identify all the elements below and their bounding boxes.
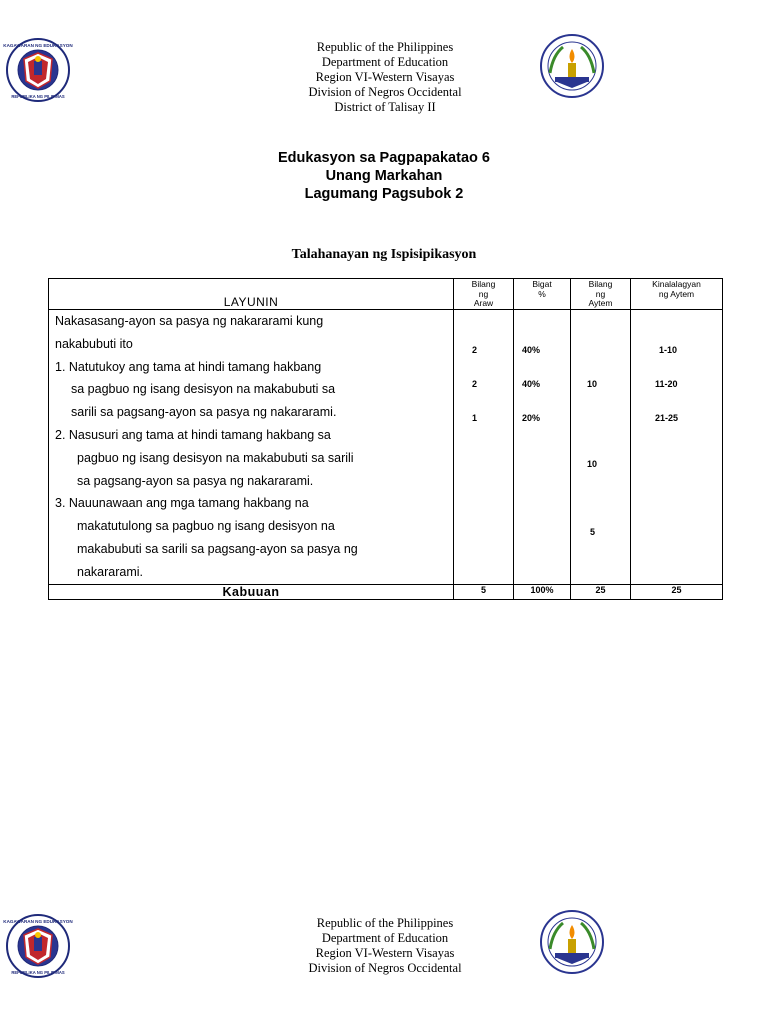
objective-line: 1. Natutukoy ang tama at hindi tamang hakbang — [55, 359, 322, 374]
aytem-value: 10 — [587, 379, 598, 389]
column-header-araw — [454, 279, 514, 310]
column-header-bigat — [514, 279, 571, 310]
header-text: Bilang — [471, 279, 496, 289]
objectives-cell — [49, 310, 454, 585]
header-line: Republic of the Philippines — [316, 916, 454, 930]
subject-title: Edukasyon sa Pagpapakatao 6 — [278, 150, 490, 166]
araw-cell — [454, 310, 514, 585]
header-line: Division of Negros Occidental — [308, 85, 462, 99]
objective-line: sa pagsang-ayon sa pasya ng nakararami. — [77, 473, 314, 488]
deped-seal-text-bottom: REPUBLIKA NG PILIPINAS — [11, 970, 65, 975]
objective-line: makatutulong sa pagbuo ng isang desisyon na — [77, 519, 335, 534]
araw-value: 1 — [472, 413, 478, 423]
deped-seal-icon-footer — [0, 913, 76, 979]
objective-line: pagbuo ng isang desisyon na makabubuti sa sarili — [77, 450, 354, 465]
header-line: Region VI-Western Visayas — [315, 946, 455, 960]
header-block — [240, 40, 530, 115]
total-araw: 5 — [454, 584, 514, 599]
total-kinalalagyan: 25 — [631, 584, 723, 599]
total-aytem: 25 — [571, 584, 631, 599]
header-line: Department of Education — [321, 55, 449, 69]
header-line: District of Talisay II — [334, 100, 436, 114]
objective-line: 2. Nasusuri ang tama at hindi tamang hakbang sa — [55, 427, 331, 442]
header-text: ng — [478, 288, 489, 299]
deped-seal-icon — [0, 37, 76, 103]
header-line: Division of Negros Occidental — [308, 961, 462, 975]
test-title: Lagumang Pagsubok 2 — [304, 186, 464, 202]
school-seal-icon-footer — [533, 909, 611, 975]
deped-seal-text-top: KAGAWARAN NG EDUKASYON — [3, 43, 73, 48]
header-line: Department of Education — [321, 931, 449, 945]
bigat-value: 40% — [522, 345, 541, 355]
column-header-aytem — [571, 279, 631, 310]
bigat-value: 40% — [522, 379, 541, 389]
header-text: % — [538, 288, 546, 299]
objective-line: nakararami. — [77, 564, 143, 579]
araw-value: 2 — [472, 379, 478, 389]
bigat-cell — [514, 310, 571, 585]
objective-line: Nakasasang-ayon sa pasya ng nakararami kung — [55, 314, 324, 328]
aytem-value: 10 — [587, 459, 598, 469]
total-label: Kabuuan — [49, 584, 454, 599]
objective-line: sa pagbuo ng isang desisyon na makabubuti sa — [71, 382, 336, 397]
school-seal-icon — [533, 33, 611, 99]
footer-header-block — [240, 916, 530, 976]
kinalalagyan-value: 11-20 — [655, 379, 678, 389]
total-row — [49, 584, 723, 599]
header-text: Aytem — [588, 298, 613, 308]
deped-seal-text-top: KAGAWARAN NG EDUKASYON — [3, 919, 73, 924]
objective-line: sarili sa pagsang-ayon sa pasya ng nakararami. — [71, 405, 337, 420]
document-titles — [184, 149, 584, 203]
table-body-row — [49, 310, 723, 585]
header-text: ng Aytem — [658, 288, 695, 299]
header-text: Araw — [473, 298, 494, 308]
bigat-value: 20% — [522, 413, 541, 423]
column-header-layunin: LAYUNIN — [49, 279, 454, 310]
header-text: Kinalalagyan — [652, 279, 701, 289]
total-bigat: 100% — [514, 584, 571, 599]
column-header-kinalalagyan — [631, 279, 723, 310]
specification-table — [48, 278, 723, 600]
table-header-row — [49, 279, 723, 310]
kinalalagyan-value: 21-25 — [655, 413, 679, 423]
kinalalagyan-cell — [631, 310, 723, 585]
aytem-cell — [571, 310, 631, 585]
objective-line: makabubuti sa sarili sa pagsang-ayon sa pasya ng — [77, 541, 358, 556]
header-text: Bigat — [532, 279, 552, 289]
kinalalagyan-value: 1-10 — [659, 345, 678, 355]
araw-value: 2 — [472, 345, 478, 355]
deped-seal-text-bottom: REPUBLIKA NG PILIPINAS — [11, 94, 65, 99]
quarter-title: Unang Markahan — [325, 168, 443, 184]
header-line: Region VI-Western Visayas — [315, 70, 455, 84]
header-text: Bilang — [588, 279, 613, 289]
aytem-value: 5 — [590, 527, 596, 537]
header-text: ng — [595, 288, 606, 299]
header-line: Republic of the Philippines — [316, 40, 454, 54]
table-title: Talahanayan ng Ispisipikasyon — [291, 247, 477, 262]
objective-line: 3. Nauunawaan ang mga tamang hakbang na — [55, 496, 309, 511]
objective-line: nakabubuti ito — [55, 336, 133, 351]
